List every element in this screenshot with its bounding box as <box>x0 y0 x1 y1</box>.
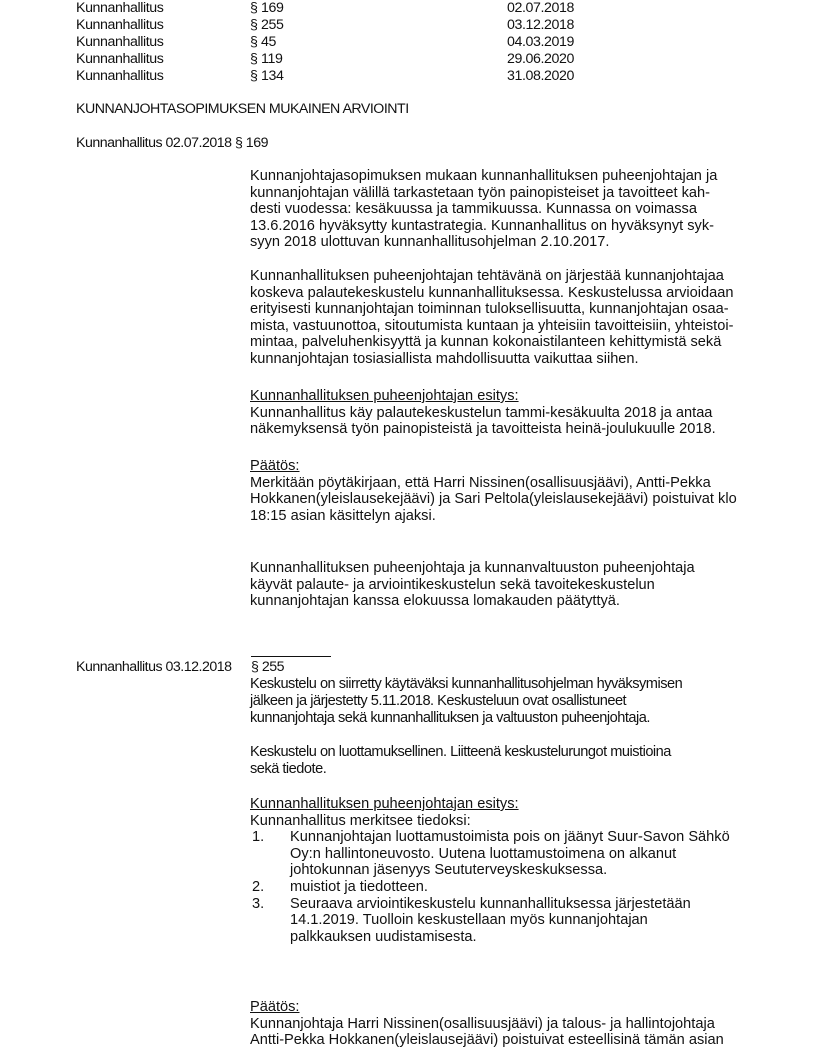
text-line: Kunnanjohtajan luottamustoimista pois on jäänyt Suur-Savon Sähkö <box>290 829 730 846</box>
list-item <box>250 829 750 879</box>
reference-body: Kunnanhallitus <box>76 68 164 84</box>
proposal-list <box>250 829 750 945</box>
reference-body: Kunnanhallitus <box>76 34 164 50</box>
text-line: Oy:n hallintoneuvosto. Uutena luottamustoimena on alkanut <box>290 845 677 862</box>
reference-row <box>76 51 756 68</box>
text-line: Kunnanjohtajasopimuksen mukaan kunnanhallituksen puheenjohtajan ja <box>250 168 718 184</box>
section2-heading: Kunnanhallitus 03.12.2018 <box>76 659 232 675</box>
section2-proposal <box>250 796 750 945</box>
reference-row <box>76 68 756 85</box>
text-line: Merkitään pöytäkirjaan, että Harri Nissinen(osallisuusjäävi), Antti-Pekka <box>250 474 711 491</box>
reference-paragraph: § 134 <box>250 68 284 84</box>
list-item <box>250 896 750 946</box>
text-line: jälkeen ja järjestetty 5.11.2018. Keskusteluun ovat osallistuneet <box>250 693 627 709</box>
text-line: Kunnanhallituksen puheenjohtaja ja kunnanvaltuuston puheenjohtaja <box>250 560 695 576</box>
text-line: Antti-Pekka Hokkanen(yleislausejäävi) poistuivat esteellisinä tämän asian <box>250 1032 724 1049</box>
text-line: mista, vastuunottoa, sitoutumista kuntaan ja yhteisiin tavoitteisiin, yhteistoi- <box>250 317 734 334</box>
list-number: 1. <box>252 829 265 846</box>
section1-heading: Kunnanhallitus 02.07.2018 § 169 <box>76 135 268 151</box>
text-line: 14.1.2019. Tuolloin keskustellaan myös kunnanjohtajan <box>290 912 648 929</box>
text-line: 18:15 asian käsittelyn ajaksi. <box>250 507 436 524</box>
section2-paragraph-2 <box>250 744 750 778</box>
reference-paragraph: § 255 <box>250 17 284 33</box>
document-title: KUNNANJOHTASOPIMUKSEN MUKAINEN ARVIOINTI <box>76 101 409 117</box>
text-line: kunnanjohtajan tosiasiallista mahdollisuutta vaikuttaa siihen. <box>250 350 639 367</box>
reference-row <box>76 34 756 51</box>
list-item <box>250 879 750 896</box>
text-line: kunnanjohtaja sekä kunnanhallituksen ja valtuuston puheenjohtaja. <box>250 710 650 726</box>
reference-date: 03.12.2018 <box>507 17 575 33</box>
text-line: näkemyksensä työn painopisteistä ja tavoitteista heinä-joulukuulle 2018. <box>250 421 716 438</box>
text-line: 13.6.2016 hyväksytty kuntastrategia. Kunnanhallitus on hyväksynyt syk- <box>250 217 715 234</box>
reference-row <box>76 17 756 34</box>
proposal-label: Kunnanhallituksen puheenjohtajan esitys: <box>250 388 519 404</box>
text-line: erityisesti kunnanjohtajan toiminnan tuloksellisuutta, kunnanjohtajan osaa- <box>250 301 729 318</box>
text-line: palkkauksen uudistamisesta. <box>290 928 477 945</box>
reference-date: 31.08.2020 <box>507 68 575 84</box>
reference-paragraph: § 169 <box>250 0 284 16</box>
proposal-label: Kunnanhallituksen puheenjohtajan esitys: <box>250 796 519 812</box>
reference-row <box>76 0 756 17</box>
text-line: mintaa, palveluhenkisyyttä ja kunnan kokonaistilanteen kehittymistä sekä <box>250 334 722 351</box>
reference-body: Kunnanhallitus <box>76 0 164 16</box>
reference-paragraph: § 45 <box>250 34 277 50</box>
text-line: desti vuodessa: kesäkuussa ja tammikuussa. Kunnassa on voimassa <box>250 201 697 218</box>
text-line: Kunnanhallitus käy palautekeskustelun tammi-kesäkuulta 2018 ja antaa <box>250 404 713 421</box>
text-line: sekä tiedote. <box>250 761 327 777</box>
text-line: Kunnanjohtaja Harri Nissinen(osallisuusjäävi) ja talous- ja hallintojohtaja <box>250 1015 715 1032</box>
section1-proposal <box>250 388 750 438</box>
reference-body: Kunnanhallitus <box>76 51 164 67</box>
text-line: kunnanjohtajan välillä tarkastetaan työn painopisteiset ja tavoitteet kah- <box>250 184 710 201</box>
text-line: kunnanjohtajan kanssa elokuussa lomakauden päätyttyä. <box>250 593 620 610</box>
section1-decision <box>250 458 750 524</box>
reference-date: 29.06.2020 <box>507 51 575 67</box>
text-line: muistiot ja tiedotteen. <box>290 878 428 895</box>
list-number: 2. <box>252 878 265 895</box>
section2-paragraph-ref: § 255 <box>251 659 285 675</box>
reference-paragraph: § 119 <box>250 51 283 67</box>
list-number: 3. <box>252 895 265 912</box>
decision-label: Päätös: <box>250 999 300 1015</box>
section1-paragraph-2 <box>250 268 750 368</box>
reference-date: 02.07.2018 <box>507 0 575 16</box>
text-line: johtokunnan jäsenyys Seututerveyskeskuksessa. <box>290 862 608 879</box>
section2-paragraph-1 <box>250 676 750 727</box>
text-line: Keskustelu on siirretty käytäväksi kunnanhallitusohjelman hyväksymisen <box>250 676 683 692</box>
reference-date: 04.03.2019 <box>507 34 575 50</box>
text-line: syyn 2018 ulottuvan kunnanhallitusohjelman 2.10.2017. <box>250 234 610 251</box>
decision-label: Päätös: <box>250 458 300 474</box>
text-line: käyvät palaute- ja arviointikeskustelun sekä tavoitekeskustelun <box>250 576 655 593</box>
section2-decision <box>250 999 750 1049</box>
section1-paragraph-3 <box>250 560 750 610</box>
text-line: koskeva palautekeskustelu kunnanhallituksessa. Keskustelussa arvioidaan <box>250 284 734 301</box>
text-line: Hokkanen(yleislausekejäävi) ja Sari Peltola(yleislausekejäävi) poistuivat klo <box>250 491 737 508</box>
text-line: Kunnanhallituksen puheenjohtajan tehtävänä on järjestää kunnanjohtajaa <box>250 268 724 284</box>
reference-body: Kunnanhallitus <box>76 17 164 33</box>
text-line: Keskustelu on luottamuksellinen. Liitteenä keskustelurungot muistioina <box>250 744 671 760</box>
separator-line <box>251 656 331 657</box>
text-line: Seuraava arviointikeskustelu kunnanhallituksessa järjestetään <box>290 895 691 912</box>
section1-paragraph-1 <box>250 168 750 251</box>
proposal-intro: Kunnanhallitus merkitsee tiedoksi: <box>250 812 471 829</box>
